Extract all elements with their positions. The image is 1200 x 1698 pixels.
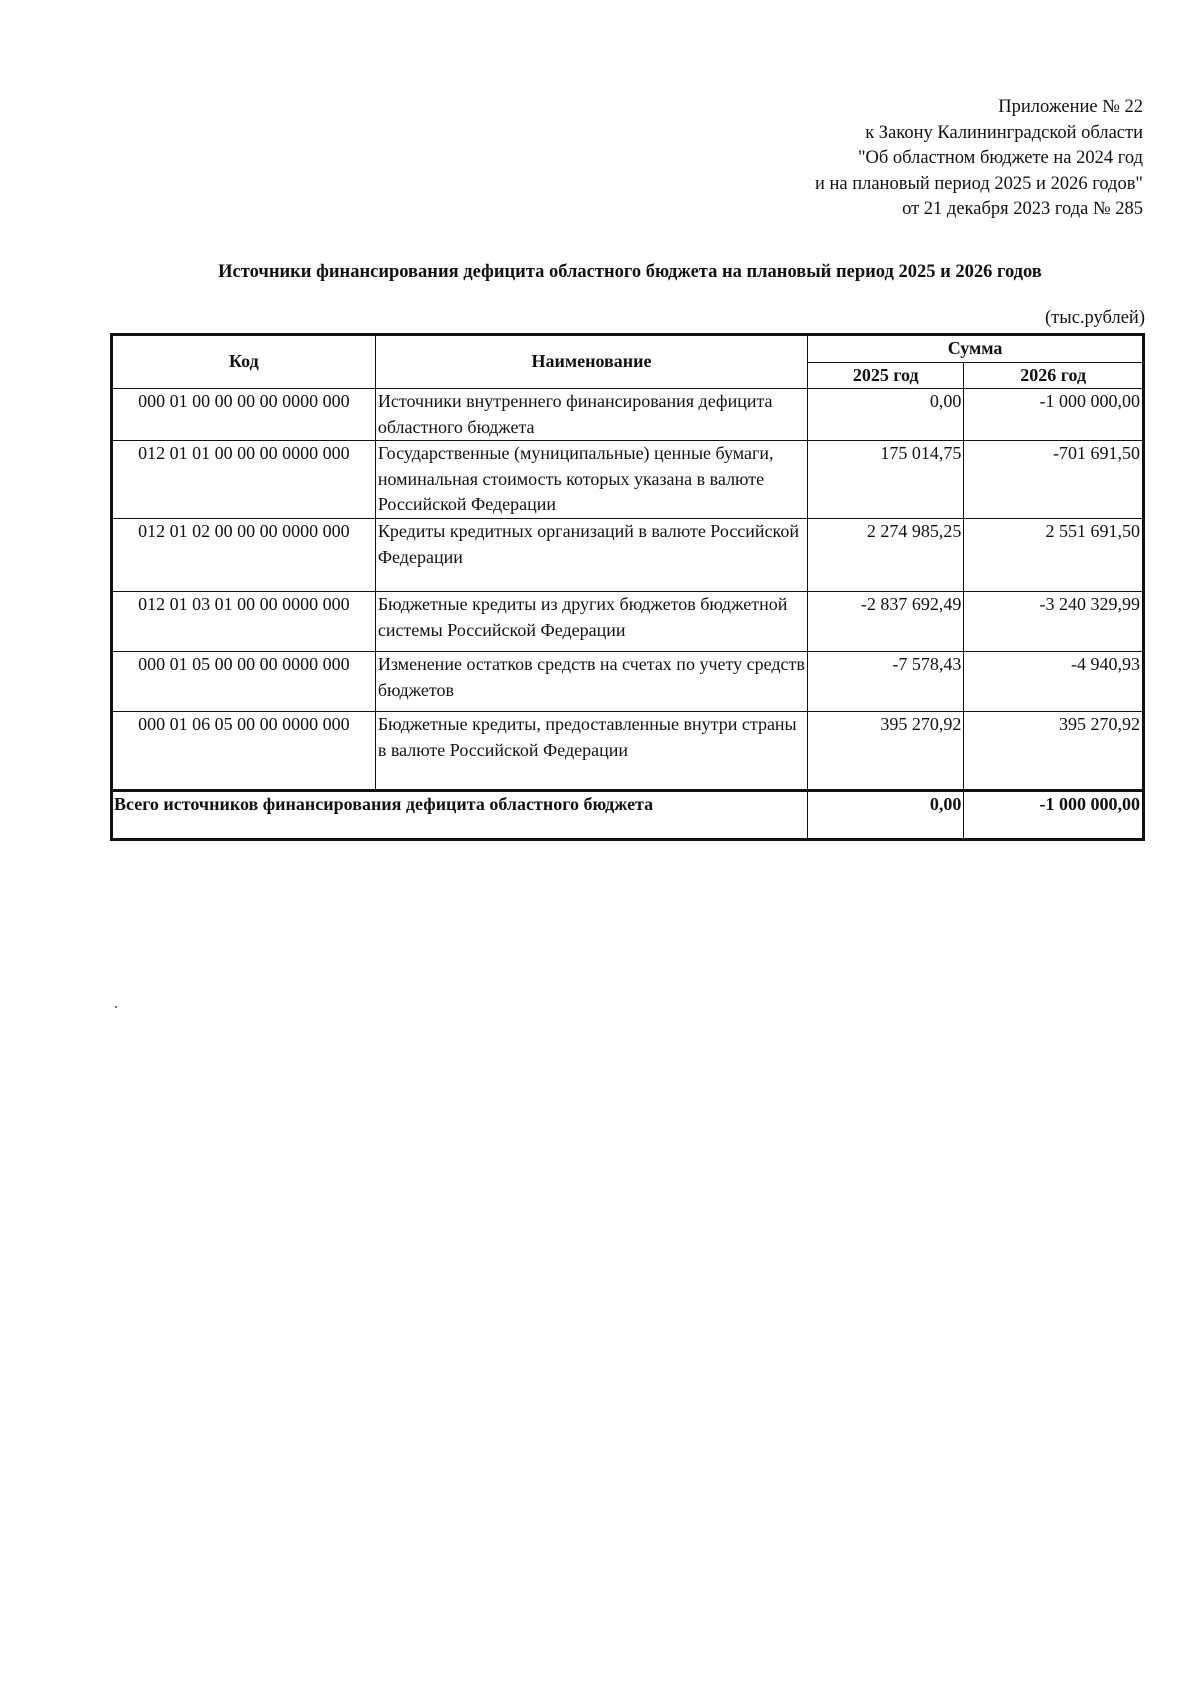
header-sum: Сумма [808,335,1144,363]
row-value-2026: -3 240 329,99 [964,592,1144,652]
header-year-2025: 2025 год [808,362,964,389]
row-code: 000 01 06 05 00 00 0000 000 [112,712,376,791]
row-value-2025: 0,00 [808,389,964,441]
row-name: Государственные (муниципальные) ценные бумаги, номинальная стоимость которых указана в валюте Российской Федерации [375,441,807,519]
table-row [112,712,1144,791]
total-value-2025: 0,00 [808,791,964,840]
header-name: Наименование [375,335,807,389]
row-code: 000 01 00 00 00 00 0000 000 [112,389,376,441]
row-code: 000 01 05 00 00 00 0000 000 [112,652,376,712]
row-code: 012 01 02 00 00 00 0000 000 [112,519,376,592]
row-value-2025: -2 837 692,49 [808,592,964,652]
annex-header [815,95,1143,223]
row-value-2026: -701 691,50 [964,441,1144,519]
annex-law-date: от 21 декабря 2023 года № 285 [902,199,1143,219]
row-value-2025: 395 270,92 [808,712,964,791]
financing-table [110,333,1145,841]
total-label: Всего источников финансирования дефицита областного бюджета [112,791,808,840]
row-name: Бюджетные кредиты, предоставленные внутри страны в валюте Российской Федерации [375,712,807,791]
units-label: (тыс.рублей) [1045,308,1145,328]
row-code: 012 01 03 01 00 00 0000 000 [112,592,376,652]
header-code: Код [112,335,376,389]
row-name: Кредиты кредитных организаций в валюте Российской Федерации [375,519,807,592]
annex-law-ref: к Закону Калининградской области [865,122,1143,143]
total-row [112,791,1144,840]
row-name: Бюджетные кредиты из других бюджетов бюджетной системы Российской Федерации [375,592,807,652]
table-row [112,519,1144,592]
row-value-2025: 175 014,75 [808,441,964,519]
annex-law-title: "Об областном бюджете на 2024 год [857,148,1143,168]
annex-number: Приложение № 22 [998,97,1143,117]
row-name: Источники внутреннего финансирования дефицита областного бюджета [375,389,807,441]
table-row [112,441,1144,519]
row-value-2026: -4 940,93 [964,652,1144,712]
header-year-2026: 2026 год [964,362,1144,389]
row-value-2026: 2 551 691,50 [964,519,1144,592]
table-row [112,389,1144,441]
row-value-2025: 2 274 985,25 [808,519,964,592]
row-value-2026: -1 000 000,00 [964,389,1144,441]
row-value-2026: 395 270,92 [964,712,1144,791]
table-row [112,592,1144,652]
scan-speck [115,1006,117,1008]
row-value-2025: -7 578,43 [808,652,964,712]
row-name: Изменение остатков средств на счетах по учету средств бюджетов [375,652,807,712]
row-code: 012 01 01 00 00 00 0000 000 [112,441,376,519]
total-value-2026: -1 000 000,00 [964,791,1144,840]
table-row [112,652,1144,712]
annex-law-period: и на плановый период 2025 и 2026 годов" [814,173,1143,194]
document-title: Источники финансирования дефицита областного бюджета на плановый период 2025 и 2026 годов [218,262,1042,282]
